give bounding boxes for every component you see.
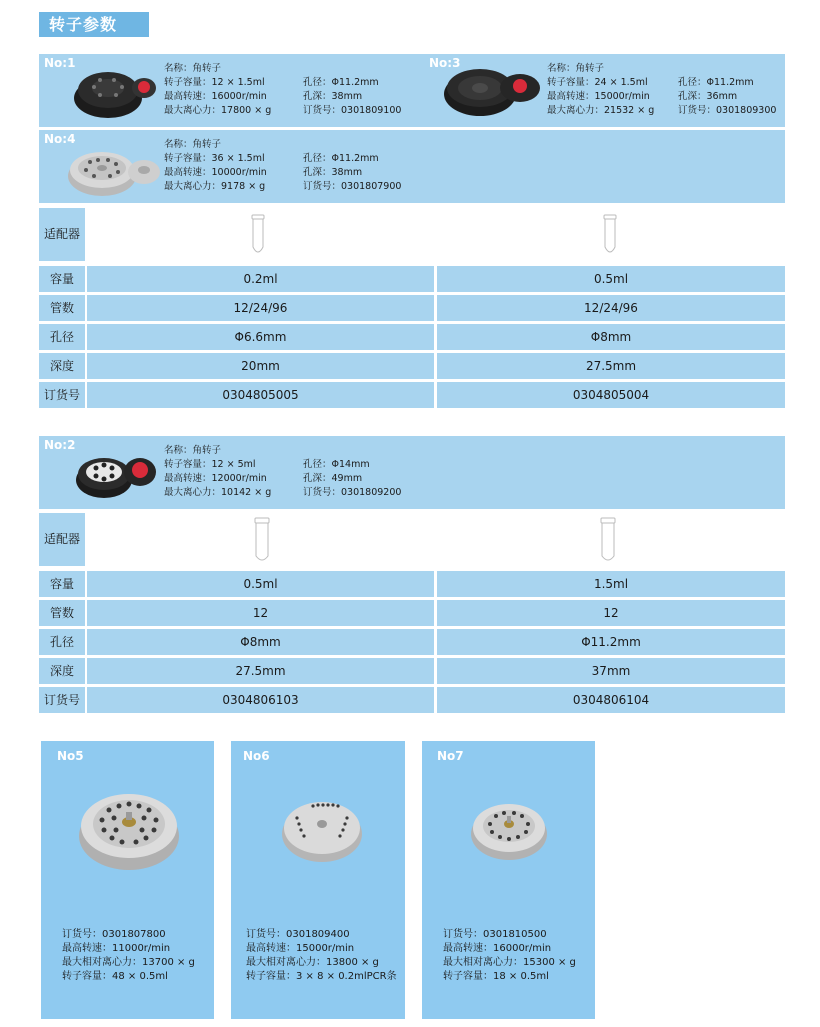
rotor-number: No:1 <box>44 56 76 70</box>
rotor-spec-block <box>164 138 267 194</box>
card-order: 订货号：0301809400 <box>246 929 350 940</box>
silver-rotor-image <box>277 790 367 866</box>
rotor-number: No:3 <box>429 56 461 70</box>
rotor-depth: 孔深：38mm <box>303 167 363 178</box>
card-order: 订货号：0301810500 <box>443 929 547 940</box>
card-rcf: 最大相对离心力：15300 × g <box>443 957 576 968</box>
row-label-depth: 深度 <box>39 353 85 379</box>
rotor-bore: 孔径：Φ14mm <box>303 459 370 470</box>
rotor-name: 名称：角转子 <box>547 63 605 74</box>
card-title: No7 <box>437 749 464 763</box>
rotor-rcf: 最大离心力：17800 × g <box>164 105 272 116</box>
card-rcf: 最大相对离心力：13700 × g <box>62 957 195 968</box>
table-cell: 27.5mm <box>87 658 434 684</box>
silver-rotor-image <box>466 790 552 866</box>
rotor-order: 订货号：0301809200 <box>303 487 402 498</box>
rotor-capacity: 转子容量：24 × 1.5ml <box>547 77 648 88</box>
table-cell: Φ6.6mm <box>87 324 434 350</box>
card-spec-block <box>443 928 576 984</box>
table-cell: 12 <box>437 600 785 626</box>
rotor-name: 名称：角转子 <box>164 63 222 74</box>
tube-icon <box>248 213 268 259</box>
card-spec-block <box>246 928 397 984</box>
row-label-adapter: 适配器 <box>39 513 85 566</box>
row-label-bore: 孔径 <box>39 324 85 350</box>
table-cell: 12/24/96 <box>437 295 785 321</box>
tube-icon <box>600 213 620 259</box>
rotor-speed: 最高转速：10000r/min <box>164 167 267 178</box>
rotor-bore: 孔径：Φ11.2mm <box>678 77 754 88</box>
rotor-speed: 最高转速：16000r/min <box>164 91 267 102</box>
tube-icon <box>598 516 618 566</box>
rotor-rcf: 最大离心力：9178 × g <box>164 181 266 192</box>
rotor-depth: 孔深：38mm <box>303 91 363 102</box>
page-title: 转子参数 <box>39 12 149 37</box>
silver-rotor-image <box>74 776 184 876</box>
rotor-spec-block-right <box>303 152 401 194</box>
table-cell: 0304806104 <box>437 687 785 713</box>
rotor-spec-block-right <box>678 76 776 118</box>
table-cell: 0.5ml <box>437 266 785 292</box>
table-cell: 1.5ml <box>437 571 785 597</box>
card-rcf: 最大相对离心力：13800 × g <box>246 957 379 968</box>
rotor-capacity: 转子容量：36 × 1.5ml <box>164 153 265 164</box>
row-label-order: 订货号 <box>39 382 85 408</box>
rotor-order: 订货号：0301809100 <box>303 105 402 116</box>
row-label-bore: 孔径 <box>39 629 85 655</box>
table-cell: 0.2ml <box>87 266 434 292</box>
card-spec-block <box>62 928 195 984</box>
table-cell: 12 <box>87 600 434 626</box>
rotor-rcf: 最大离心力：21532 × g <box>547 105 655 116</box>
row-label-tubes: 管数 <box>39 600 85 626</box>
rotor-capacity: 转子容量：12 × 5ml <box>164 459 256 470</box>
black-rotor-image <box>440 58 544 122</box>
rotor-order: 订货号：0301807900 <box>303 181 402 192</box>
row-label-capacity: 容量 <box>39 571 85 597</box>
black-rotor-image <box>72 446 160 502</box>
rotor-spec-block <box>164 62 271 118</box>
row-label-order: 订货号 <box>39 687 85 713</box>
rotor-spec-block-right <box>303 76 401 118</box>
card-speed: 最高转速：11000r/min <box>62 943 171 954</box>
table-cell: Φ8mm <box>87 629 434 655</box>
row-label-tubes: 管数 <box>39 295 85 321</box>
card-capacity: 转子容量：3 × 8 × 0.2mlPCR条 <box>246 971 397 982</box>
card-title: No6 <box>243 749 270 763</box>
row-label-capacity: 容量 <box>39 266 85 292</box>
card-title: No5 <box>57 749 84 763</box>
row-label-depth: 深度 <box>39 658 85 684</box>
rotor-speed: 最高转速：15000r/min <box>547 91 650 102</box>
table-cell: 37mm <box>437 658 785 684</box>
table-cell: 12/24/96 <box>87 295 434 321</box>
card-speed: 最高转速：15000r/min <box>246 943 355 954</box>
table-cell: 0304805004 <box>437 382 785 408</box>
rotor-bore: 孔径：Φ11.2mm <box>303 153 379 164</box>
card-capacity: 转子容量：48 × 0.5ml <box>62 971 168 982</box>
table-cell: 20mm <box>87 353 434 379</box>
rotor-spec-block <box>164 444 271 500</box>
rotor-rcf: 最大离心力：10142 × g <box>164 487 272 498</box>
card-order: 订货号：0301807800 <box>62 929 166 940</box>
card-speed: 最高转速：16000r/min <box>443 943 552 954</box>
rotor-number: No:2 <box>44 438 76 452</box>
rotor-name: 名称：角转子 <box>164 139 222 150</box>
rotor-number: No:4 <box>44 132 76 146</box>
table-cell: 0304805005 <box>87 382 434 408</box>
rotor-order: 订货号：0301809300 <box>678 105 777 116</box>
rotor-speed: 最高转速：12000r/min <box>164 473 267 484</box>
rotor-bore: 孔径：Φ11.2mm <box>303 77 379 88</box>
rotor-name: 名称：角转子 <box>164 445 222 456</box>
table-cell: 0.5ml <box>87 571 434 597</box>
black-rotor-image <box>70 60 160 120</box>
rotor-spec-block <box>547 62 654 118</box>
rotor-depth: 孔深：49mm <box>303 473 363 484</box>
row-label-adapter: 适配器 <box>39 208 85 261</box>
table-cell: Φ8mm <box>437 324 785 350</box>
table-cell: Φ11.2mm <box>437 629 785 655</box>
tube-icon <box>252 516 272 566</box>
rotor-depth: 孔深：36mm <box>678 91 738 102</box>
silver-rotor-image <box>62 140 162 200</box>
rotor-capacity: 转子容量：12 × 1.5ml <box>164 77 265 88</box>
card-capacity: 转子容量：18 × 0.5ml <box>443 971 549 982</box>
table-cell: 27.5mm <box>437 353 785 379</box>
table-cell: 0304806103 <box>87 687 434 713</box>
rotor-spec-block-right <box>303 458 401 500</box>
